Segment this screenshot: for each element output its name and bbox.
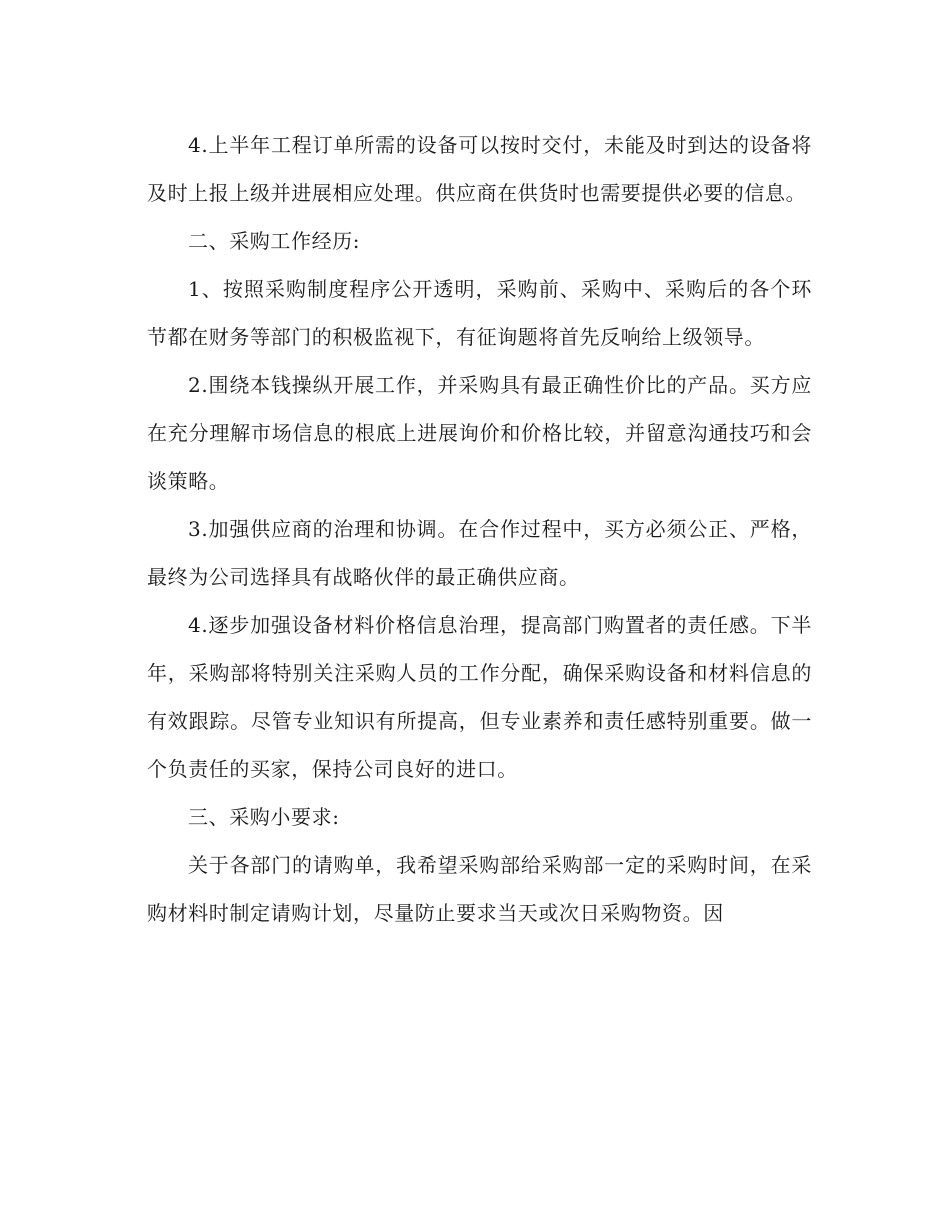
paragraph-procedure: 1、按照采购制度程序公开透明，采购前、采购中、采购后的各个环节都在财务等部门的积极监视下，有征询题将首先反响给上级领导。 — [147, 277, 812, 349]
section-heading-experience: 二、采购工作经历: — [188, 229, 361, 253]
paragraph-delivery: 4.上半年工程订单所需的设备可以按时交付，未能及时到达的设备将及时上报上级并进展相应处理。供应商在供货时也需要提供必要的信息。 — [147, 133, 812, 205]
paragraph-price-information: 4.逐步加强设备材料价格信息治理，提高部门购置者的责任感。下半年，采购部将特别关注采购人员的工作分配，确保采购设备和材料信息的有效跟踪。尽管专业知识有所提高，但专业素养和责任感特别重要。做一个负责任的买家，保持公司良好的进口。 — [147, 613, 812, 781]
paragraph-cost-control: 2.围绕本钱操纵开展工作，并采购具有最正确性价比的产品。买方应在充分理解市场信息的根底上进展询价和价格比较，并留意沟通技巧和会谈策略。 — [147, 373, 812, 493]
paragraph-requisition: 关于各部门的请购单，我希望采购部给采购部一定的采购时间，在采购材料时制定请购计划，尽量防止要求当天或次日采购物资。因 — [147, 853, 812, 925]
paragraph-supplier-management: 3.加强供应商的治理和协调。在合作过程中，买方必须公正、严格，最终为公司选择具有战略伙伴的最正确供应商。 — [147, 517, 812, 589]
section-heading-requirements: 三、采购小要求: — [188, 805, 340, 829]
document-body — [147, 121, 812, 937]
